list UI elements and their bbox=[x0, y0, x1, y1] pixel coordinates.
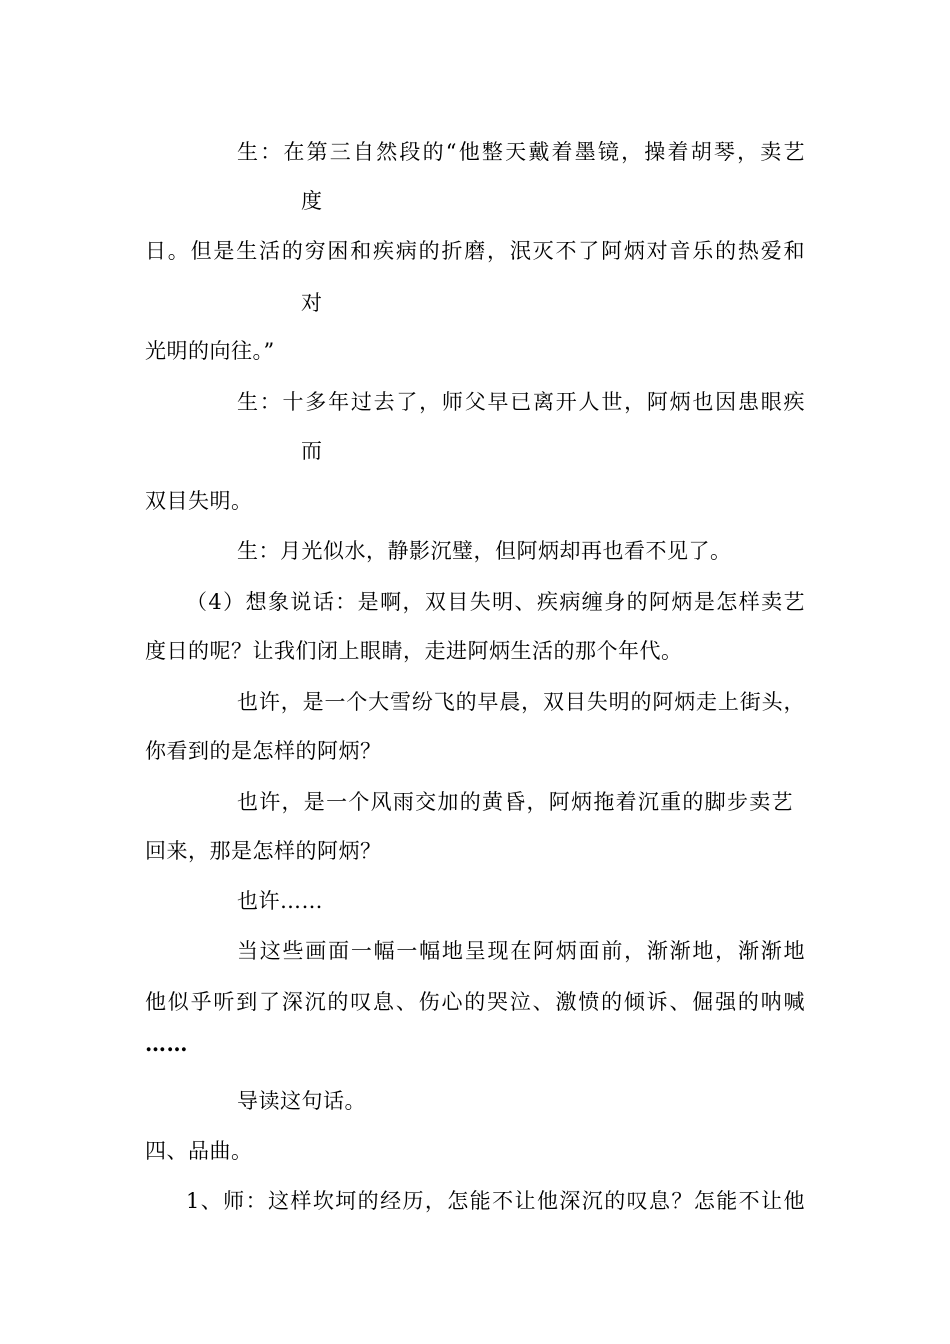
paragraph-line: 双目失明。 bbox=[145, 489, 253, 513]
paragraph-line: 当这些画面一幅一幅地呈现在阿炳面前，渐渐地，渐渐地 bbox=[237, 939, 805, 963]
section-heading: 四、品曲。 bbox=[145, 1139, 253, 1163]
paragraph-line: 光明的向往。” bbox=[145, 339, 275, 363]
paragraph-line: 而 bbox=[301, 439, 323, 463]
paragraph-line: 对 bbox=[301, 291, 323, 315]
paragraph-line: 生：月光似水，静影沉璧，但阿炳却再也看不见了。 bbox=[237, 539, 732, 563]
paragraph-line: …… bbox=[145, 1031, 188, 1056]
paragraph-line: 度日的呢？让我们闭上眼睛，走进阿炳生活的那个年代。 bbox=[145, 639, 683, 663]
paragraph-line: 导读这句话。 bbox=[237, 1089, 366, 1113]
paragraph-line: 回来，那是怎样的阿炳？ bbox=[145, 839, 382, 863]
paragraph-line: 度 bbox=[301, 189, 323, 213]
paragraph-line: 生：在第三自然段的“他整天戴着墨镜，操着胡琴，卖艺 bbox=[237, 140, 805, 164]
paragraph-line: 你看到的是怎样的阿炳？ bbox=[145, 739, 382, 763]
paragraph-line: 也许，是一个风雨交加的黄昏，阿炳拖着沉重的脚步卖艺 bbox=[237, 790, 793, 814]
paragraph-line: 日。但是生活的穷困和疾病的折磨，泯灭不了阿炳对音乐的热爱和 bbox=[145, 239, 805, 263]
paragraph-line: （4）想象说话：是啊，双目失明、疾病缠身的阿炳是怎样卖艺 bbox=[186, 590, 805, 614]
paragraph-line: 也许，是一个大雪纷飞的早晨，双目失明的阿炳走上街头， bbox=[237, 690, 805, 714]
paragraph-line: 也许…… bbox=[237, 889, 323, 913]
paragraph-line: 1、师：这样坎坷的经历，怎能不让他深沉的叹息？怎能不让他 bbox=[186, 1189, 805, 1213]
paragraph-line: 生：十多年过去了，师父早已离开人世，阿炳也因患眼疾 bbox=[237, 390, 805, 414]
paragraph-line: 他似乎听到了深沉的叹息、伤心的哭泣、激愤的倾诉、倔强的呐喊 bbox=[145, 990, 805, 1014]
